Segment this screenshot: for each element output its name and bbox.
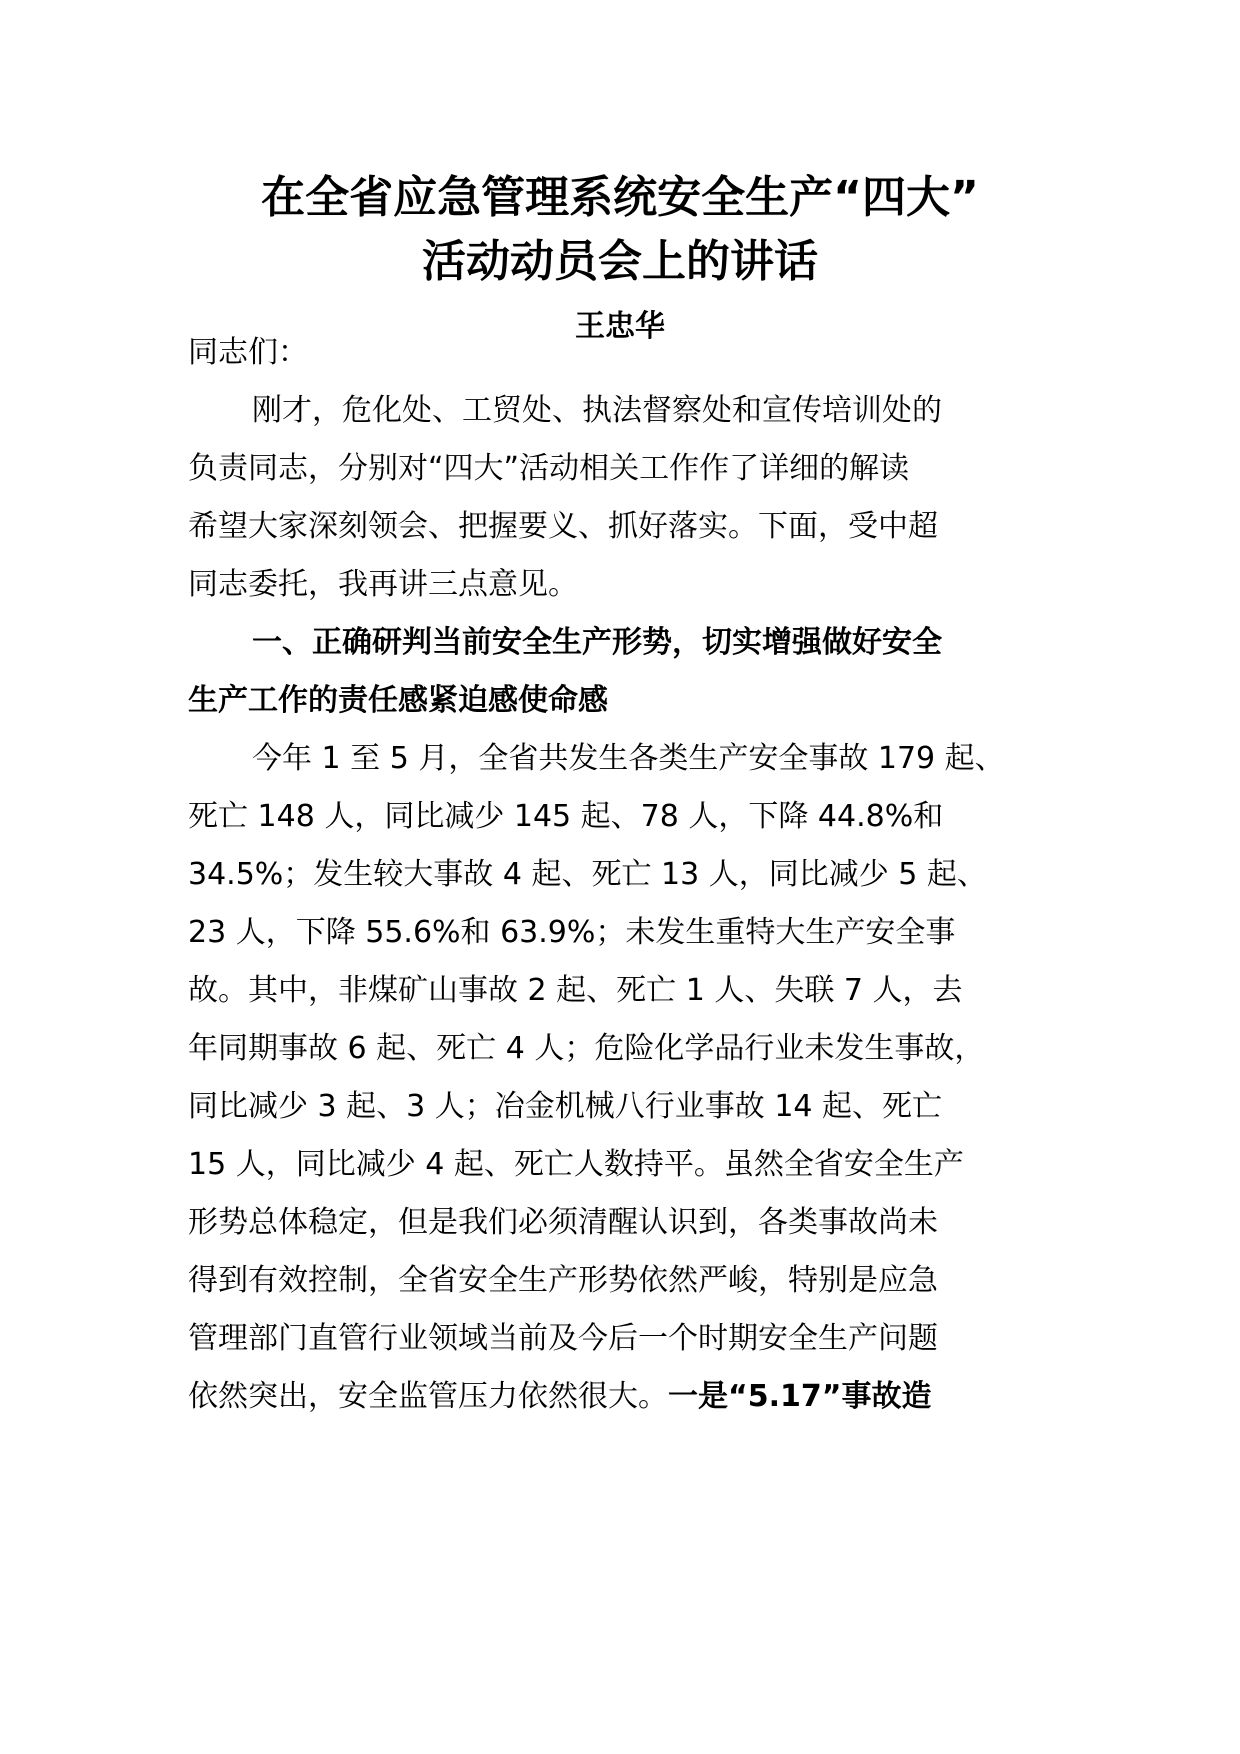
salutation: 同志们：: [188, 335, 308, 370]
paragraph-line: 今年 1 至 5 月，全省共发生各类生产安全事故 179 起、: [252, 741, 1005, 776]
document-title-line-2: 活动动员会上的讲话: [422, 236, 818, 287]
paragraph-line: 同比减少 3 起、3 人；冶金机械八行业事故 14 起、死亡: [188, 1089, 943, 1124]
paragraph-line: 管理部门直管行业领域当前及今后一个时期安全生产问题: [188, 1321, 938, 1356]
document-title-line-1: 在全省应急管理系统安全生产“四大”: [261, 172, 979, 223]
paragraph-line: 形势总体稳定，但是我们必须清醒认识到，各类事故尚未: [188, 1205, 938, 1240]
paragraph-line: 得到有效控制，全省安全生产形势依然严峻，特别是应急: [188, 1263, 938, 1298]
paragraph-line: 34.5%；发生较大事故 4 起、死亡 13 人，同比减少 5 起、: [188, 857, 987, 892]
section-heading-line: 一、正确研判当前安全生产形势，切实增强做好安全: [252, 625, 942, 660]
paragraph-line: 死亡 148 人，同比减少 145 起、78 人，下降 44.8%和: [188, 799, 944, 834]
paragraph-line: 刚才，危化处、工贸处、执法督察处和宣传培训处的: [252, 393, 942, 428]
section-heading-line: 生产工作的责任感紧迫感使命感: [188, 683, 608, 718]
paragraph-line-last: [188, 1372, 1068, 1422]
paragraph-line: 希望大家深刻领会、把握要义、抓好落实。下面，受中超: [188, 509, 938, 544]
paragraph-line: 23 人，下降 55.6%和 63.9%；未发生重特大生产安全事: [188, 915, 956, 950]
author-name: 王忠华: [575, 309, 665, 344]
paragraph-line: 负责同志，分别对“四大”活动相关工作作了详细的解读: [188, 451, 910, 486]
bold-point-text: 一是“5.17”事故造: [668, 1379, 932, 1414]
paragraph-text: 依然突出，安全监管压力依然很大。: [188, 1379, 668, 1414]
paragraph-line: 同志委托，我再讲三点意见。: [188, 567, 578, 602]
paragraph-line: 故。其中，非煤矿山事故 2 起、死亡 1 人、失联 7 人，去: [188, 973, 963, 1008]
paragraph-line: 15 人，同比减少 4 起、死亡人数持平。虽然全省安全生产: [188, 1147, 964, 1182]
paragraph-line: 年同期事故 6 起、死亡 4 人；危险化学品行业未发生事故，: [188, 1031, 985, 1066]
